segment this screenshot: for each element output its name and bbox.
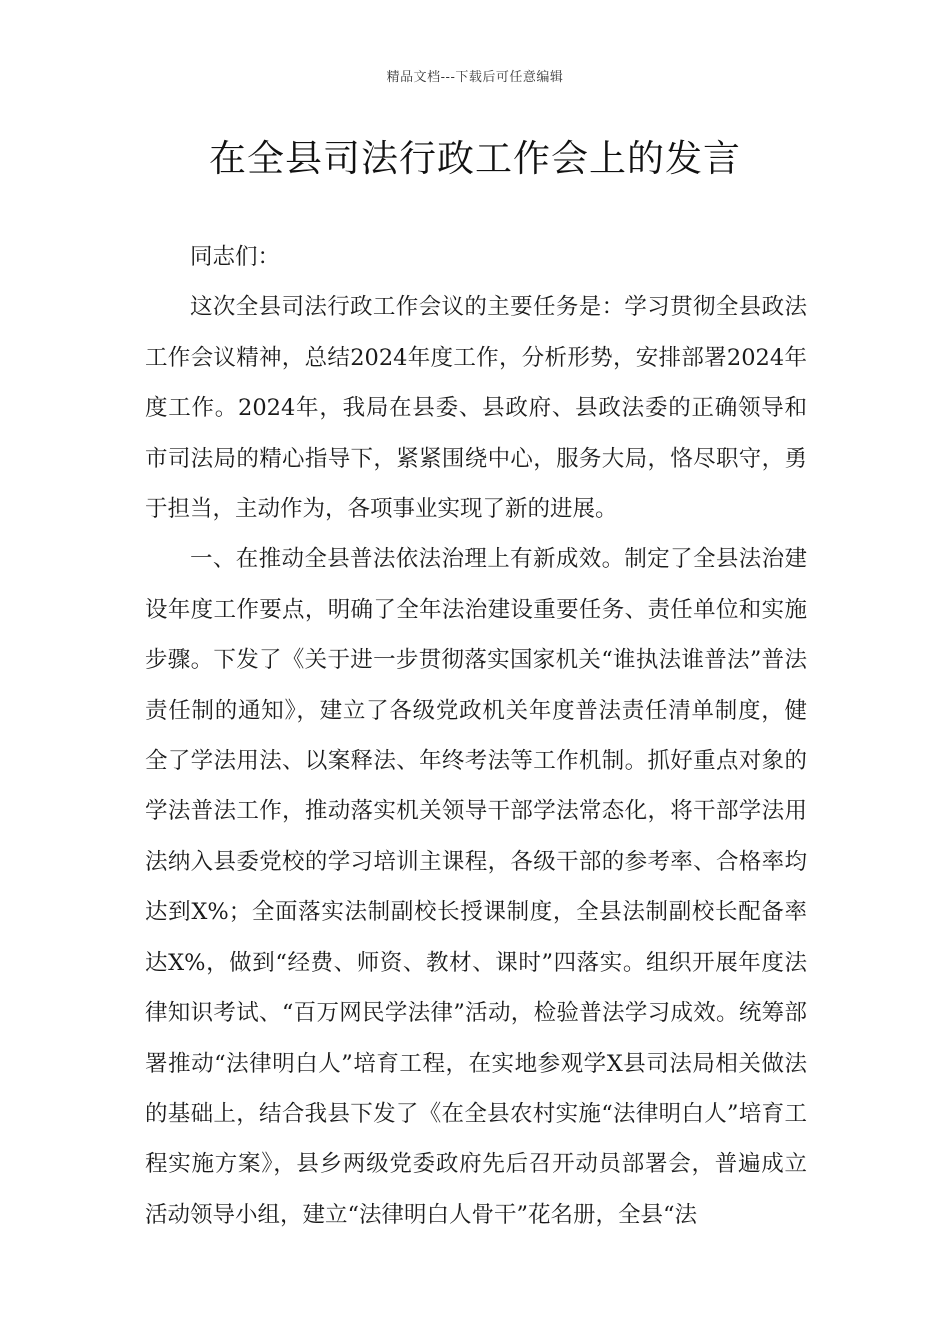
document-body xyxy=(145,232,807,1240)
salutation: 同志们： xyxy=(190,244,281,270)
paragraph-section-one: 一、在推动全县普法依法治理上有新成效。制定了全县法治建设年度工作要点，明确了全年法治建设重要任务、责任单位和实施步骤。下发了《关于进一步贯彻落实国家机关“谁执法谁普法”普法责任制的通知》，建立了各级党政机关年度普法责任清单制度，健全了学法用法、以案释法、年终考法等工作机制。抓好重点对象的学法普法工作，推动落实机关领导干部学法常态化，将干部学法用法纳入县委党校的学习培训主课程，各级干部的参考率、合格率均达到X%；全面落实法制副校长授课制度，全县法制副校长配备率达X%，做到“经费、师资、教材、课时”四落实。组织开展年度法律知识考试、“百万网民学法律”活动，检验普法学习成效。统筹部署推动“法律明白人”培育工程，在实地参观学X县司法局相关做法的基础上，结合我县下发了《在全县农村实施“法律明白人”培育工程实施方案》，县乡两级党委政府先后召开动员部署会，普遍成立活动领导小组，建立“法律明白人骨干”花名册，全县“法 xyxy=(145,546,807,1228)
paragraph-intro: 这次全县司法行政工作会议的主要任务是：学习贯彻全县政法工作会议精神，总结2024年度工作，分析形势，安排部署2024年度工作。2024年，我局在县委、县政府、县政法委的正确领导和市司法局的精心指导下，紧紧围绕中心，服务大局，恪尽职守，勇于担当，主动作为，各项事业实现了新的进展。 xyxy=(145,294,807,523)
header-note: 精品文档---下载后可任意编辑 xyxy=(386,70,564,85)
document-title: 在全县司法行政工作会上的发言 xyxy=(209,137,741,180)
